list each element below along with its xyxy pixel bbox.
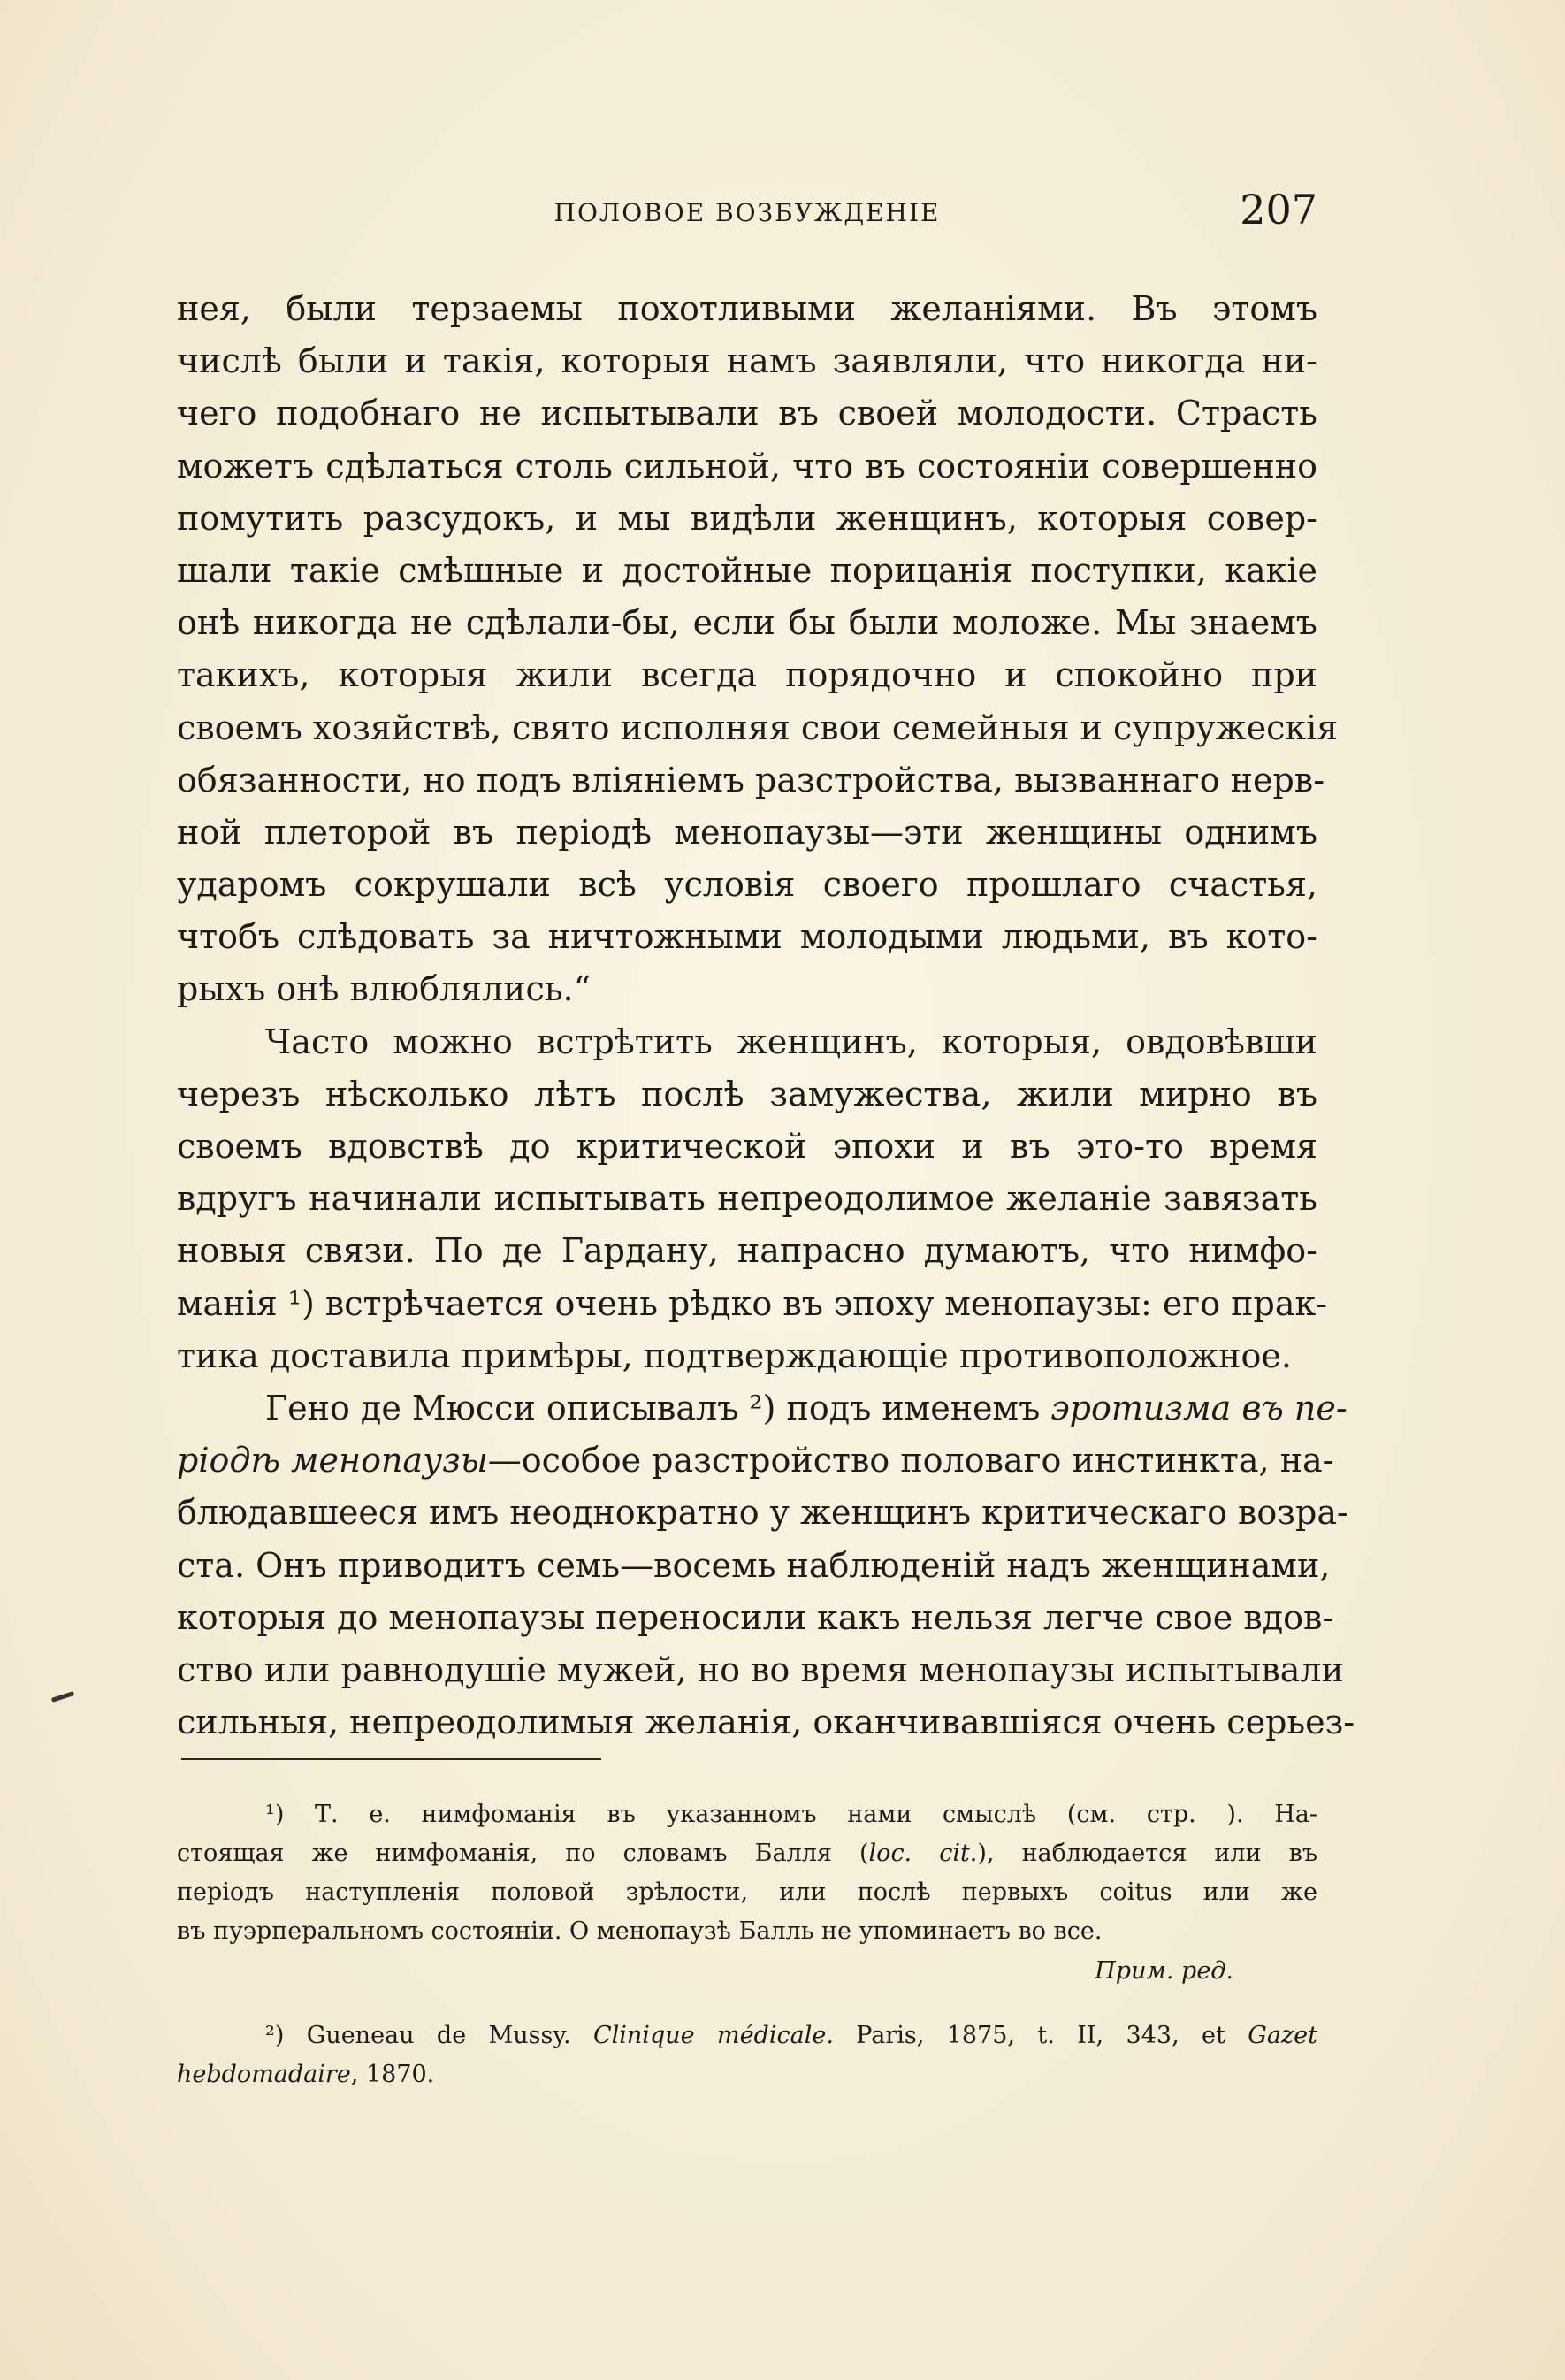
footnote-line: періодъ наступленія половой зрѣлости, или послѣ первыхъ coitus или же bbox=[177, 1879, 1317, 1906]
footnote-line bbox=[177, 2055, 1317, 2094]
emphasis-text: Clinique médicale. bbox=[592, 2022, 834, 2049]
text-span: ²) Gueneau de Mussy. bbox=[265, 2022, 593, 2049]
text-line: онѣ никогда не сдѣлали-бы, если бы были моложе. Мы знаемъ bbox=[177, 603, 1317, 643]
text-span: , 1870. bbox=[350, 2061, 435, 2088]
running-head bbox=[177, 186, 1317, 239]
text-line: ство или равнодушіе мужей, но во время менопаузы испытывали bbox=[177, 1649, 1344, 1689]
footnote-rule bbox=[181, 1758, 601, 1760]
body-text bbox=[177, 283, 1355, 1749]
text-line: тика доставила примѣры, подтверждающіе противоположное. bbox=[177, 1335, 1292, 1375]
margin-pencil-mark bbox=[51, 1691, 74, 1703]
text-line: манія ¹) встрѣчается очень рѣдко въ эпоху менопаузы: его прак- bbox=[177, 1283, 1328, 1323]
text-line: числѣ были и такія, которыя намъ заявляли, что никогда ни- bbox=[177, 341, 1317, 381]
text-span: Paris, 1875, t. II, 343, et bbox=[833, 2022, 1248, 2049]
text-line: чего подобнаго не испытывали въ своей молодости. Страсть bbox=[177, 394, 1317, 433]
footnote-line bbox=[177, 1834, 1317, 1873]
text-line: новыя связи. По де Гардану, напрасно думаютъ, что нимфо- bbox=[177, 1231, 1317, 1271]
text-line: которыя до менопаузы переносили какъ нельзя легче свое вдов- bbox=[177, 1597, 1334, 1637]
text-line: чтобъ слѣдовать за ничтожными молодыми людьми, въ кото- bbox=[177, 917, 1317, 957]
text-line bbox=[177, 1382, 1347, 1435]
emphasis-text: эротизма въ пе- bbox=[1050, 1388, 1347, 1427]
text-line: вдругъ начинали испытывать непреодолимое желаніе завязать bbox=[177, 1179, 1317, 1219]
footnote-line: въ пуэрперальномъ состояніи. О менопаузѣ Балль не упоминаетъ во все. bbox=[177, 1917, 1103, 1945]
text-line: блюдавшееся имъ неоднократно у женщинъ критическаго возра- bbox=[177, 1493, 1348, 1533]
footnote-line: ¹) Т. е. нимфоманія въ указанномъ нами смыслѣ (см. стр. ). На- bbox=[265, 1801, 1317, 1828]
text-line: помутить разсудокъ, и мы видѣли женщинъ, которыя совер- bbox=[177, 498, 1317, 538]
text-line: шали такіе смѣшные и достойные порицанія поступки, какіе bbox=[177, 550, 1317, 590]
text-line bbox=[177, 1435, 1334, 1487]
text-line: Часто можно встрѣтить женщинъ, которыя, овдовѣвши bbox=[265, 1022, 1317, 1061]
text-line: можетъ сдѣлаться столь сильной, что въ состояніи совершенно bbox=[177, 446, 1317, 486]
text-line: рыхъ онѣ влюблялись.“ bbox=[177, 969, 592, 1009]
footnote-line bbox=[177, 2016, 1317, 2055]
text-line: такихъ, которыя жили всегда порядочно и спокойно при bbox=[177, 655, 1317, 695]
text-line: ударомъ сокрушали всѣ условія своего прошлаго счастья, bbox=[177, 865, 1317, 905]
emphasis-text: hebdomadaire bbox=[177, 2061, 351, 2088]
text-span: ), наблюдается или въ bbox=[977, 1840, 1317, 1867]
text-span: стоящая же нимфоманія, по словамъ Балля ( bbox=[177, 1840, 869, 1867]
text-line: сильныя, непреодолимыя желанія, оканчивавшіяся очень серьез- bbox=[177, 1703, 1355, 1742]
page-number: 207 bbox=[1240, 186, 1317, 233]
editor-note-signature: Прим. ред. bbox=[1095, 1957, 1233, 1985]
text-line: своемъ хозяйствѣ, свято исполняя свои семейныя и супружескія bbox=[177, 708, 1339, 747]
text-line: обязанности, но подъ вліяніемъ разстройства, вызваннаго нерв- bbox=[177, 760, 1325, 800]
text-line: черезъ нѣсколько лѣтъ послѣ замужества, жили мирно въ bbox=[177, 1074, 1317, 1113]
footnotes bbox=[177, 1795, 1317, 2094]
text-line: своемъ вдовствѣ до критической эпохи и въ это-то время bbox=[177, 1127, 1317, 1166]
text-line: ной плеторой въ періодѣ менопаузы—эти женщины однимъ bbox=[177, 812, 1317, 852]
text-span: —особое разстройство половаго инстинкта, на- bbox=[487, 1441, 1334, 1481]
emphasis-text: ріодѣ менопаузы bbox=[177, 1441, 488, 1481]
text-line: ста. Онъ приводитъ семь—восемь наблюденій надъ женщинами, bbox=[177, 1545, 1331, 1585]
running-title: ПОЛОВОЕ ВОЗБУЖДЕНІЕ bbox=[553, 198, 941, 227]
text-span: Гено де Мюсси описывалъ ²) подъ именемъ bbox=[265, 1388, 1051, 1427]
text-line: нея, были терзаемы похотливыми желаніями. Въ этомъ bbox=[177, 289, 1317, 328]
emphasis-text: Gazet bbox=[1248, 2022, 1317, 2049]
emphasis-text: loc. cit. bbox=[868, 1840, 978, 1867]
